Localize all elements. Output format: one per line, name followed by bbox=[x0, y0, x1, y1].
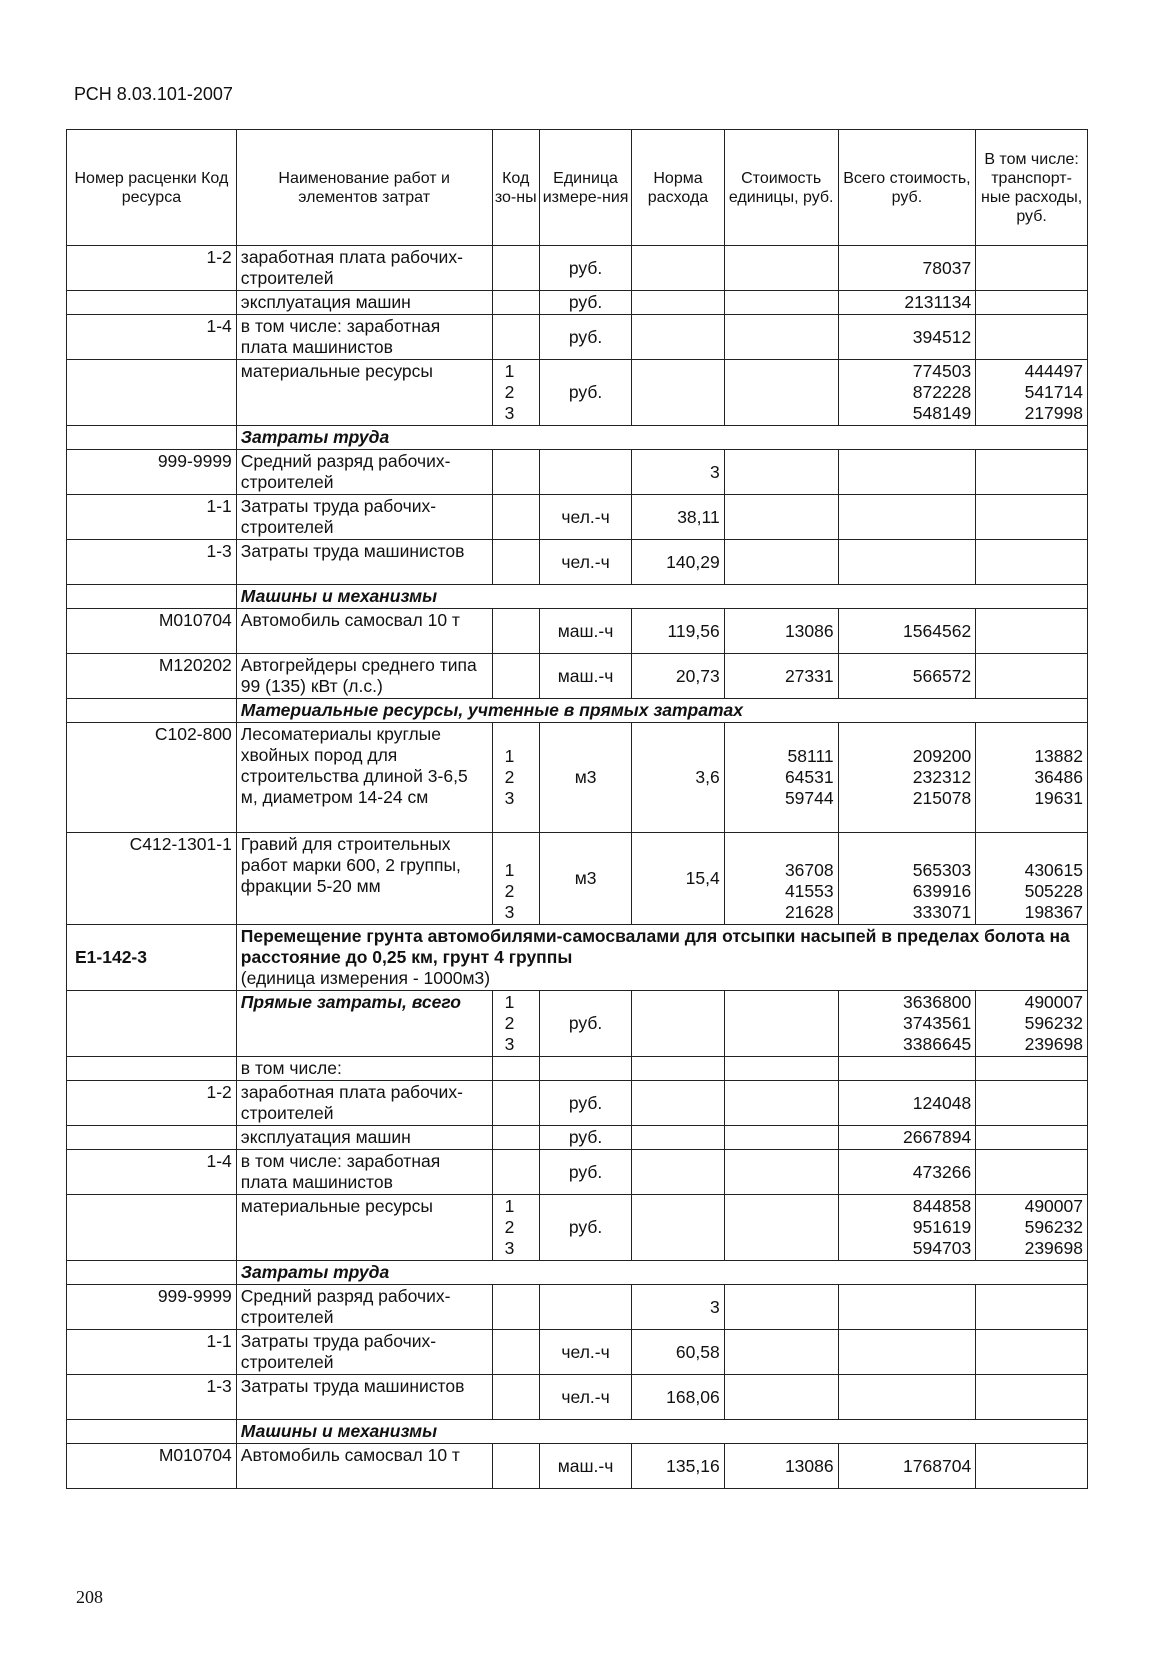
rate-code: Е1-142-3 bbox=[67, 925, 237, 991]
rate-unit: (единица измерения - 1000м3) bbox=[240, 968, 491, 988]
header-row bbox=[67, 130, 1088, 246]
header-zone: Код зо-ны bbox=[492, 130, 539, 246]
row-norm: 135,16 bbox=[632, 1444, 724, 1489]
row-name: в том числе: заработная плата машинистов bbox=[236, 315, 492, 360]
section-title: Машины и механизмы bbox=[236, 1420, 1087, 1444]
row-unit: руб. bbox=[539, 1150, 631, 1195]
table-row bbox=[67, 246, 1088, 291]
row-unit: руб. bbox=[539, 360, 631, 426]
row-unit: руб. bbox=[539, 1195, 631, 1261]
page-number: 208 bbox=[76, 1587, 103, 1607]
rate-description bbox=[236, 925, 1087, 991]
section-row bbox=[67, 699, 1088, 723]
row-code: С412-1301-1 bbox=[67, 833, 237, 925]
row-unit: руб. bbox=[539, 246, 631, 291]
row-total: 566572 bbox=[838, 654, 976, 699]
row-code: 1-1 bbox=[67, 495, 237, 540]
header-total: Всего стоимость, руб. bbox=[838, 130, 976, 246]
row-unit-cost: 13086 bbox=[724, 1444, 838, 1489]
row-norm: 168,06 bbox=[632, 1375, 724, 1420]
section-title: Материальные ресурсы, учтенные в прямых затратах bbox=[236, 699, 1087, 723]
row-code: 1-3 bbox=[67, 1375, 237, 1420]
table-row bbox=[67, 1444, 1088, 1489]
row-zones: 1 2 3 bbox=[492, 833, 539, 925]
row-unit: руб. bbox=[539, 1081, 631, 1126]
row-norm: 15,4 bbox=[632, 833, 724, 925]
row-zones: 1 2 3 bbox=[492, 360, 539, 426]
row-total: 3636800 3743561 3386645 bbox=[838, 991, 976, 1057]
document-code: РСН 8.03.101-2007 bbox=[74, 84, 233, 104]
row-transport: 444497 541714 217998 bbox=[976, 360, 1088, 426]
row-code: 1-4 bbox=[67, 315, 237, 360]
row-name: Затраты труда машинистов bbox=[236, 540, 492, 585]
rates-table bbox=[66, 129, 1088, 1489]
row-unit-cost: 36708 41553 21628 bbox=[724, 833, 838, 925]
rate-header-row bbox=[67, 925, 1088, 991]
row-name: материальные ресурсы bbox=[236, 360, 492, 426]
header-norm: Норма расхода bbox=[632, 130, 724, 246]
table-row bbox=[67, 1126, 1088, 1150]
row-name: Средний разряд рабочих-строителей bbox=[236, 1285, 492, 1330]
table-row bbox=[67, 833, 1088, 925]
table-row bbox=[67, 1330, 1088, 1375]
row-norm: 3,6 bbox=[632, 723, 724, 833]
header-transport: В том числе: транспорт-ные расходы, руб. bbox=[976, 130, 1088, 246]
section-title: Машины и механизмы bbox=[236, 585, 1087, 609]
row-code: М120202 bbox=[67, 654, 237, 699]
table-row bbox=[67, 723, 1088, 833]
row-unit: чел.-ч bbox=[539, 1375, 631, 1420]
row-name: Автомобиль самосвал 10 т bbox=[236, 609, 492, 654]
table-row bbox=[67, 991, 1088, 1057]
table-row bbox=[67, 609, 1088, 654]
header-unit: Единица измере-ния bbox=[539, 130, 631, 246]
row-zones: 1 2 3 bbox=[492, 723, 539, 833]
row-name: заработная плата рабочих-строителей bbox=[236, 246, 492, 291]
table-row bbox=[67, 360, 1088, 426]
table-row bbox=[67, 1057, 1088, 1081]
row-name: эксплуатация машин bbox=[236, 1126, 492, 1150]
section-title: Затраты труда bbox=[236, 426, 1087, 450]
row-code: 1-1 bbox=[67, 1330, 237, 1375]
row-norm: 3 bbox=[632, 1285, 724, 1330]
section-title: Затраты труда bbox=[236, 1261, 1087, 1285]
section-row bbox=[67, 426, 1088, 450]
row-unit: маш.-ч bbox=[539, 1444, 631, 1489]
table-row bbox=[67, 450, 1088, 495]
row-unit: руб. bbox=[539, 991, 631, 1057]
row-name: Затраты труда машинистов bbox=[236, 1375, 492, 1420]
row-name: Прямые затраты, всего bbox=[236, 991, 492, 1057]
header-unit-cost: Стоимость единицы, руб. bbox=[724, 130, 838, 246]
row-unit: чел.-ч bbox=[539, 495, 631, 540]
table-row bbox=[67, 291, 1088, 315]
rate-title: Перемещение грунта автомобилями-самосвалами для отсыпки насыпей в пределах болота на расстояние до 0,25 км, грунт 4 группы bbox=[240, 926, 1070, 967]
row-name: Лесоматериалы круглые хвойных пород для строительства длиной 3-6,5 м, диаметром 14-24 см bbox=[236, 723, 492, 833]
row-total: 78037 bbox=[838, 246, 976, 291]
row-name: Затраты труда рабочих-строителей bbox=[236, 495, 492, 540]
row-transport: 430615 505228 198367 bbox=[976, 833, 1088, 925]
row-unit-cost: 27331 bbox=[724, 654, 838, 699]
row-total: 124048 bbox=[838, 1081, 976, 1126]
table-row bbox=[67, 540, 1088, 585]
row-code: 1-3 bbox=[67, 540, 237, 585]
row-name: Автомобиль самосвал 10 т bbox=[236, 1444, 492, 1489]
row-unit: маш.-ч bbox=[539, 654, 631, 699]
row-total: 2667894 bbox=[838, 1126, 976, 1150]
row-total: 1564562 bbox=[838, 609, 976, 654]
row-name: эксплуатация машин bbox=[236, 291, 492, 315]
row-norm: 119,56 bbox=[632, 609, 724, 654]
row-name: Гравий для строительных работ марки 600, 2 группы, фракции 5-20 мм bbox=[236, 833, 492, 925]
row-norm: 38,11 bbox=[632, 495, 724, 540]
row-total: 2131134 bbox=[838, 291, 976, 315]
table-row bbox=[67, 1195, 1088, 1261]
row-transport: 490007 596232 239698 bbox=[976, 1195, 1088, 1261]
section-row bbox=[67, 1420, 1088, 1444]
row-total: 565303 639916 333071 bbox=[838, 833, 976, 925]
table-row bbox=[67, 1375, 1088, 1420]
row-name: Средний разряд рабочих-строителей bbox=[236, 450, 492, 495]
row-code: 999-9999 bbox=[67, 450, 237, 495]
row-name: материальные ресурсы bbox=[236, 1195, 492, 1261]
row-norm: 20,73 bbox=[632, 654, 724, 699]
row-total: 774503 872228 548149 bbox=[838, 360, 976, 426]
row-code: 999-9999 bbox=[67, 1285, 237, 1330]
row-zones: 1 2 3 bbox=[492, 991, 539, 1057]
row-unit-cost: 58111 64531 59744 bbox=[724, 723, 838, 833]
row-code: М010704 bbox=[67, 1444, 237, 1489]
row-norm: 3 bbox=[632, 450, 724, 495]
row-unit: руб. bbox=[539, 315, 631, 360]
header-code: Номер расценки Код ресурса bbox=[67, 130, 237, 246]
table-row bbox=[67, 495, 1088, 540]
row-unit: м3 bbox=[539, 833, 631, 925]
table-row bbox=[67, 1081, 1088, 1126]
table-row bbox=[67, 1285, 1088, 1330]
row-zones: 1 2 3 bbox=[492, 1195, 539, 1261]
row-code: М010704 bbox=[67, 609, 237, 654]
row-total: 473266 bbox=[838, 1150, 976, 1195]
row-code: С102-800 bbox=[67, 723, 237, 833]
row-transport: 13882 36486 19631 bbox=[976, 723, 1088, 833]
row-total: 394512 bbox=[838, 315, 976, 360]
row-code: 1-2 bbox=[67, 246, 237, 291]
row-unit: маш.-ч bbox=[539, 609, 631, 654]
row-code: 1-2 bbox=[67, 1081, 237, 1126]
table-row bbox=[67, 315, 1088, 360]
row-unit: м3 bbox=[539, 723, 631, 833]
row-name: в том числе: заработная плата машинистов bbox=[236, 1150, 492, 1195]
row-name: заработная плата рабочих-строителей bbox=[236, 1081, 492, 1126]
row-name: Затраты труда рабочих-строителей bbox=[236, 1330, 492, 1375]
section-row bbox=[67, 1261, 1088, 1285]
row-name: Автогрейдеры среднего типа 99 (135) кВт (л.с.) bbox=[236, 654, 492, 699]
row-total: 209200 232312 215078 bbox=[838, 723, 976, 833]
row-unit: руб. bbox=[539, 1126, 631, 1150]
table-row bbox=[67, 1150, 1088, 1195]
row-total: 844858 951619 594703 bbox=[838, 1195, 976, 1261]
row-unit: чел.-ч bbox=[539, 540, 631, 585]
section-row bbox=[67, 585, 1088, 609]
row-unit: чел.-ч bbox=[539, 1330, 631, 1375]
row-norm: 60,58 bbox=[632, 1330, 724, 1375]
row-code: 1-4 bbox=[67, 1150, 237, 1195]
row-unit-cost: 13086 bbox=[724, 609, 838, 654]
header-name: Наименование работ и элементов затрат bbox=[236, 130, 492, 246]
table-row bbox=[67, 654, 1088, 699]
row-transport: 490007 596232 239698 bbox=[976, 991, 1088, 1057]
row-unit: руб. bbox=[539, 291, 631, 315]
row-total: 1768704 bbox=[838, 1444, 976, 1489]
row-name: в том числе: bbox=[236, 1057, 492, 1081]
row-norm: 140,29 bbox=[632, 540, 724, 585]
